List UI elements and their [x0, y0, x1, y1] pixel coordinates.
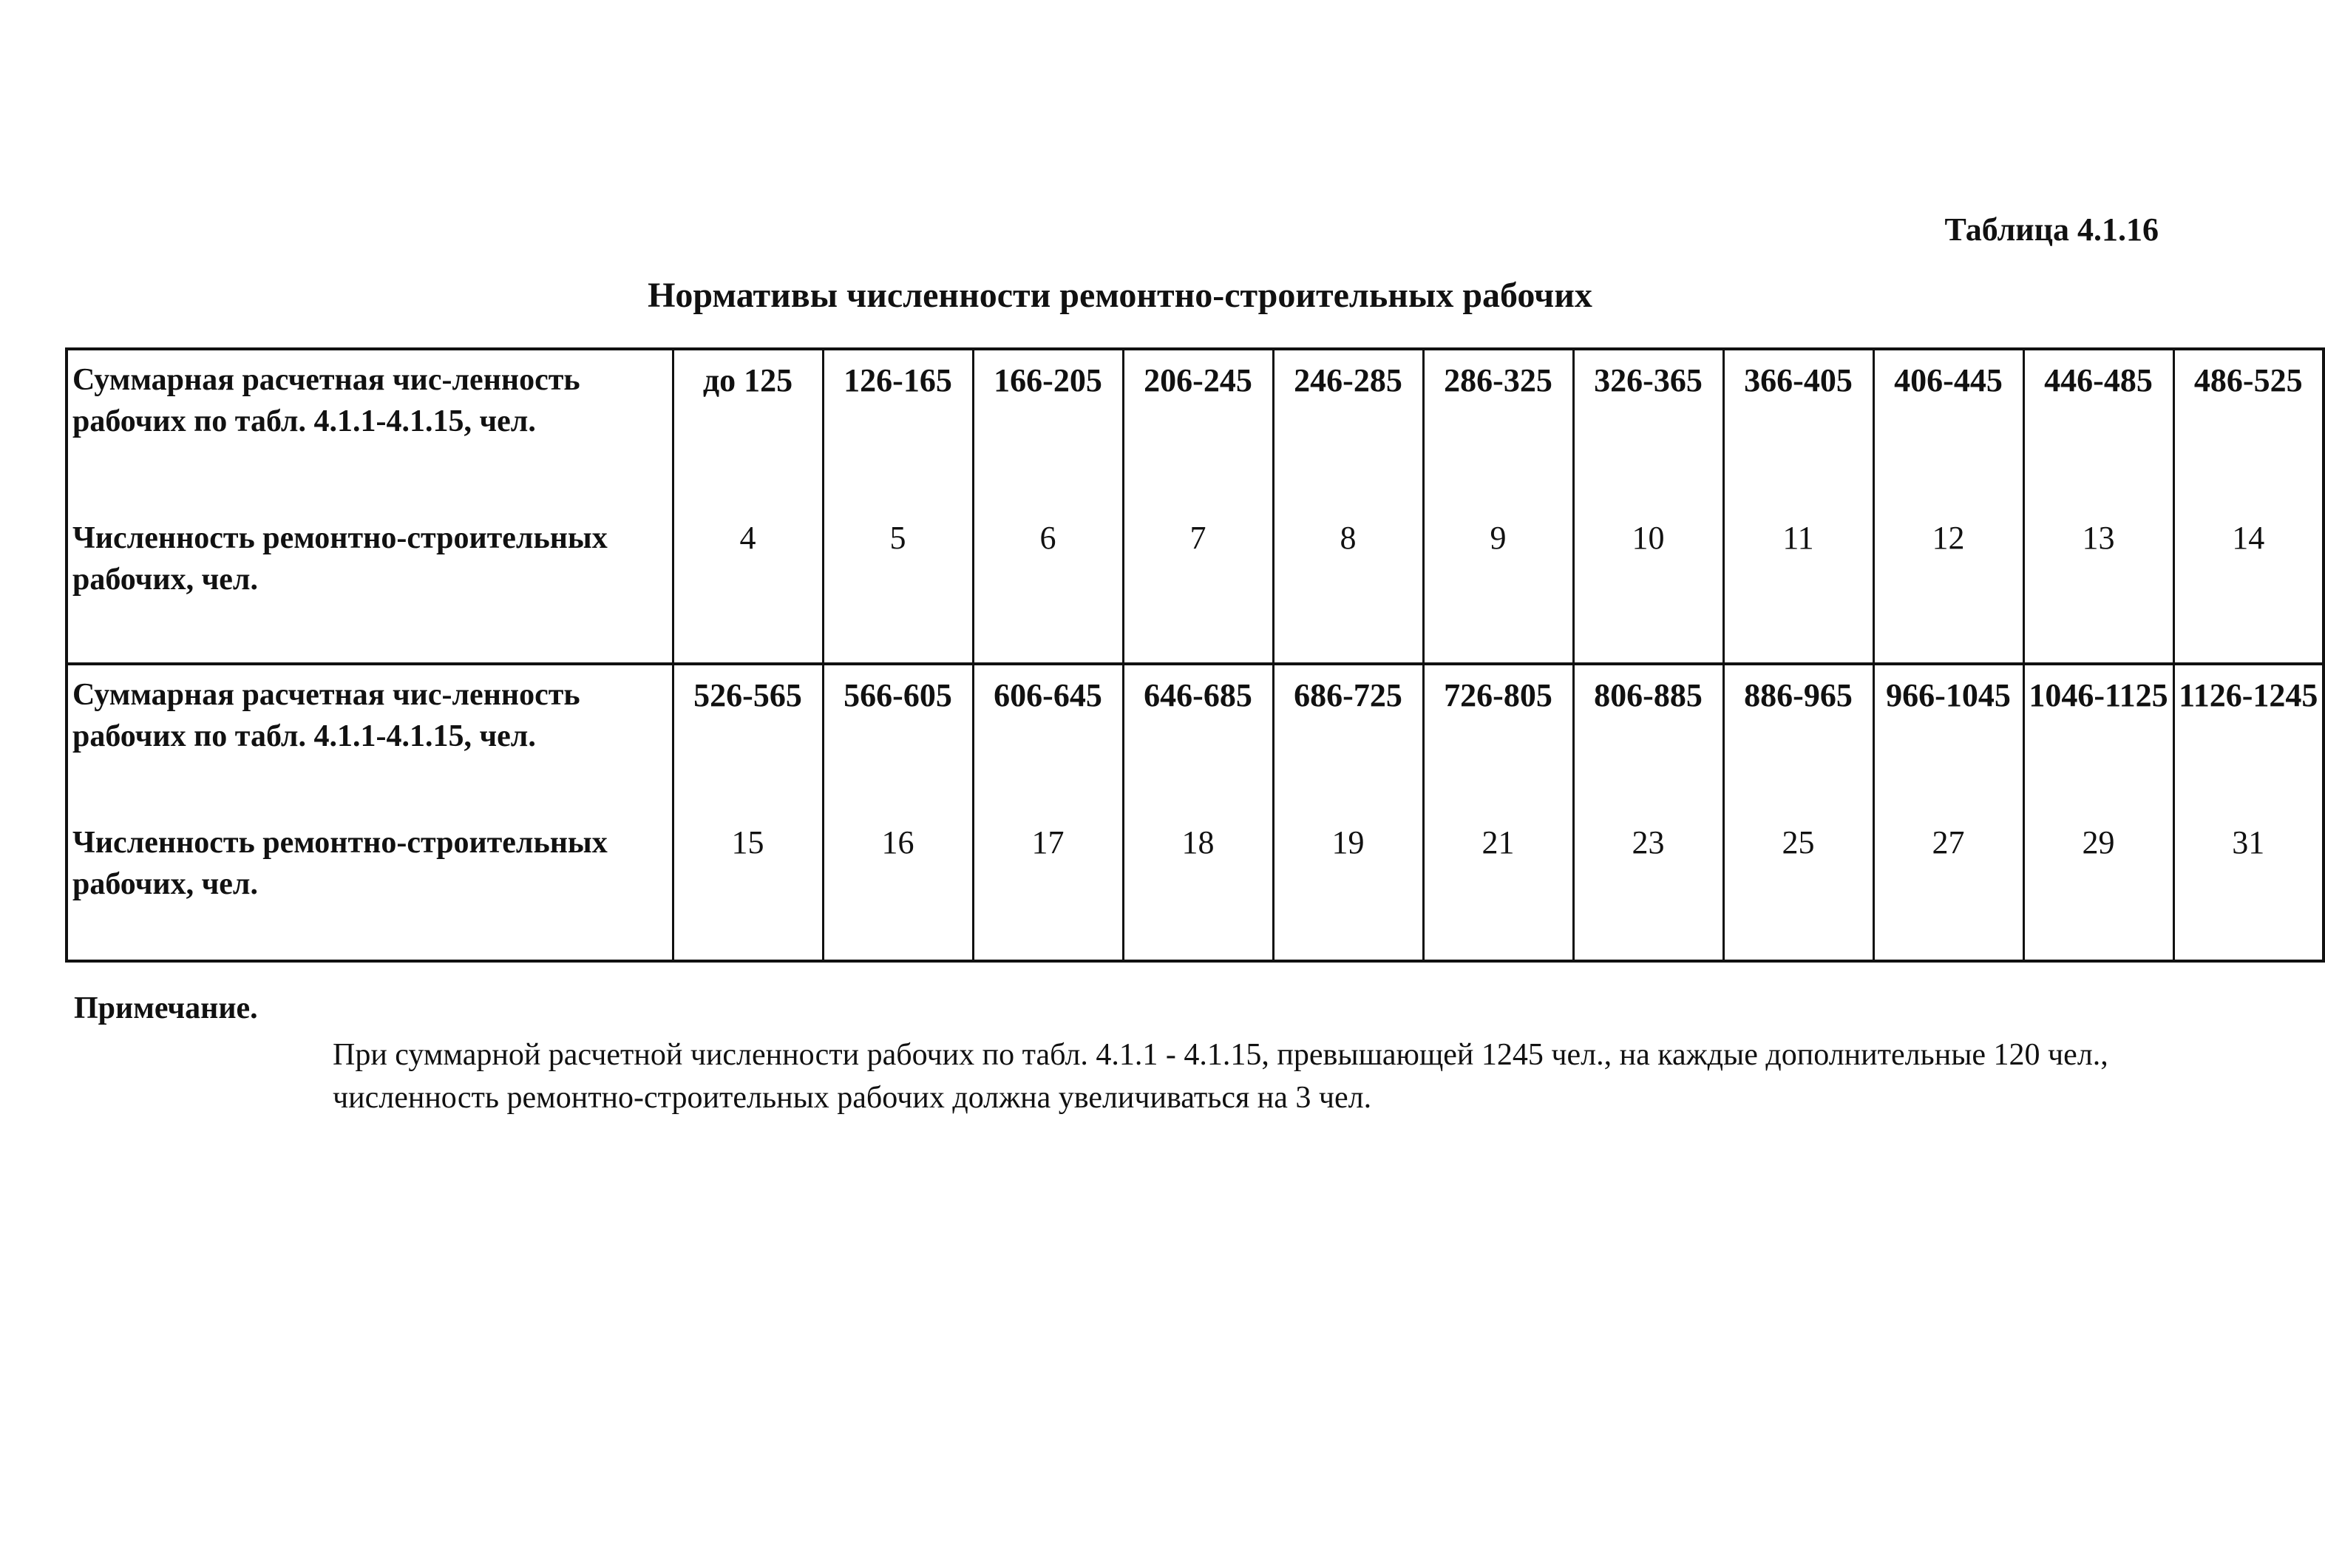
range-cell: 166-205 — [973, 349, 1123, 509]
table-row — [67, 664, 2324, 813]
range-cell: 1126-1245 — [2173, 664, 2324, 813]
count-cell: 16 — [823, 813, 973, 961]
range-cell: 526-565 — [673, 664, 823, 813]
range-cell: 1046-1125 — [2023, 664, 2173, 813]
table-row — [67, 813, 2324, 961]
count-cell: 8 — [1273, 509, 1423, 664]
range-row-label: Суммарная расчетная чис-ленность рабочих по табл. 4.1.1-4.1.15, чел. — [67, 349, 673, 509]
count-cell: 27 — [1873, 813, 2023, 961]
range-cell: 646-685 — [1123, 664, 1273, 813]
table-row — [67, 349, 2324, 509]
table-number-label: Таблица 4.1.16 — [1944, 211, 2159, 248]
note-text: При суммарной расчетной численности рабочих по табл. 4.1.1 - 4.1.15, превышающей 1245 чел., на каждые дополнительные 120 чел., численность ремонтно-строительных рабочих должна увеличиваться на 3 чел. — [333, 1038, 2108, 1115]
range-cell: 206-245 — [1123, 349, 1273, 509]
count-cell: 17 — [973, 813, 1123, 961]
count-row-label: Численность ремонтно-строительных рабочих, чел. — [67, 813, 673, 961]
range-cell: 246-285 — [1273, 349, 1423, 509]
range-cell: 686-725 — [1273, 664, 1423, 813]
count-cell: 25 — [1723, 813, 1873, 961]
count-cell: 12 — [1873, 509, 2023, 664]
range-cell: до 125 — [673, 349, 823, 509]
range-cell: 966-1045 — [1873, 664, 2023, 813]
count-cell: 21 — [1423, 813, 1573, 961]
count-cell: 15 — [673, 813, 823, 961]
table-row — [67, 509, 2324, 664]
range-cell: 326-365 — [1573, 349, 1723, 509]
count-cell: 10 — [1573, 509, 1723, 664]
count-cell: 29 — [2023, 813, 2173, 961]
range-cell: 286-325 — [1423, 349, 1573, 509]
count-cell: 7 — [1123, 509, 1273, 664]
count-cell: 4 — [673, 509, 823, 664]
note-title: Примечание. — [74, 991, 258, 1025]
range-cell: 886-965 — [1723, 664, 1873, 813]
range-cell: 366-405 — [1723, 349, 1873, 509]
count-cell: 18 — [1123, 813, 1273, 961]
count-cell: 14 — [2173, 509, 2324, 664]
count-cell: 5 — [823, 509, 973, 664]
range-cell: 726-805 — [1423, 664, 1573, 813]
range-cell: 806-885 — [1573, 664, 1723, 813]
norms-table — [65, 347, 2325, 963]
range-cell: 446-485 — [2023, 349, 2173, 509]
count-cell: 31 — [2173, 813, 2324, 961]
range-cell: 486-525 — [2173, 349, 2324, 509]
count-cell: 13 — [2023, 509, 2173, 664]
range-cell: 606-645 — [973, 664, 1123, 813]
count-cell: 19 — [1273, 813, 1423, 961]
count-cell: 23 — [1573, 813, 1723, 961]
range-cell: 406-445 — [1873, 349, 2023, 509]
range-cell: 126-165 — [823, 349, 973, 509]
range-row-label: Суммарная расчетная чис-ленность рабочих по табл. 4.1.1-4.1.15, чел. — [67, 664, 673, 813]
count-cell: 6 — [973, 509, 1123, 664]
count-row-label: Численность ремонтно-строительных рабочих, чел. — [67, 509, 673, 664]
page-title: Нормативы численности ремонтно-строительных рабочих — [648, 276, 1592, 315]
count-cell: 9 — [1423, 509, 1573, 664]
range-cell: 566-605 — [823, 664, 973, 813]
count-cell: 11 — [1723, 509, 1873, 664]
